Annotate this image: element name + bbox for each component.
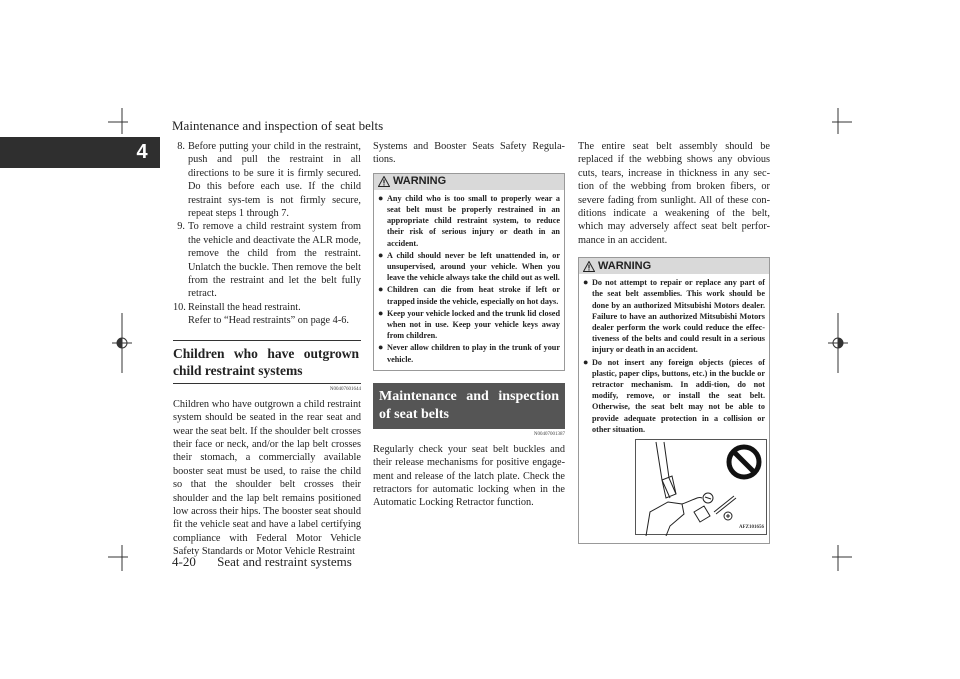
warning-box [578, 257, 770, 544]
warning-box [373, 173, 565, 371]
section-code: N00407001387 [533, 431, 565, 437]
step-text: To remove a child restraint system from the vehicle and deactivate the ALR mode, remove the child from the restraint. Unlatch the buckle. Then remove the belt from the restraint and let the belt fully retract. [188, 221, 361, 300]
warning-triangle-icon [378, 176, 390, 187]
chapter-number: 4 [136, 141, 148, 163]
step-text: Before putting your child in the restraint, push and pull the restraint in all directions to be sure it is firmly secured. Do this before each use. If the child restraint sys-tem is not firmly secure, repeat steps 1 through 7. [188, 141, 361, 220]
warning-header [579, 258, 769, 274]
body-paragraph: The entire seat belt assembly should be replaced if the webbing shows any obvious cuts, tears, increase in thickness in any sec-tion of the webbing from broken fibers, or severe fading from sunlight. All of these con-ditions indicate a weakening of the belt, which may adversely affect seat belt perfor-mance in an accident. [578, 141, 770, 246]
warning-item: ● Do not insert any foreign objects (pieces of plastic, paper clips, buttons, etc.) in the buckle or retractor mechanism. In addi-tion, do not modify, remove, or install the seat belt. Otherwise, the seat belt may not be able to provide adequate protection in a collision or other situation. [583, 356, 765, 434]
column-3 [578, 140, 770, 544]
section-code: N00407601644 [329, 386, 361, 392]
step-item [173, 140, 361, 220]
warning-item: ● A child should never be left unattended in, or unsupervised, around your vehicle. When you leave the vehicle always take the child out as well. [378, 249, 560, 283]
body-paragraph: Children who have outgrown a child restraint system should be seated in the rear seat and wear the seat belt. If the shoulder belt crosses their face or neck, and/or the lap belt crosses their stomach, a commercially available booster seat must be used, to raise the child so that the shoulder belt crosses their shoulder and the lap belt remains positioned low across their hips. The booster seat should fit the vehicle seat and have a label certifying compliance with Federal Motor Vehicle Safety Standards or Motor Vehicle Restraint [173, 398, 361, 558]
column-1 [173, 140, 361, 559]
footer-section: Seat and restraint systems [217, 554, 352, 569]
page-number: 4-20 [172, 554, 196, 569]
warning-label: WARNING [598, 259, 652, 272]
step-number: 10. [173, 301, 186, 313]
section-heading-children: Children who have outgrown child restraint systems [173, 340, 361, 384]
warning-item: ● Do not attempt to repair or replace any part of the seat belt assemblies. This work should be done by an authorized Mitsubishi Motors dealer. Failure to have an authorized Mitsubishi Motors dealer perform the work could reduce the effec-tiveness of the belts and could result in a serious injury or death in an accident. [583, 277, 765, 355]
warning-body [579, 274, 769, 543]
warning-triangle-icon [583, 261, 595, 272]
warning-header [374, 174, 564, 190]
body-paragraph: Regularly check your seat belt buckles and their release mechanisms for positive engage-ment and release of the latch plate. Check the retractors for automatic locking when in the Automatic Locking Retractor function. [373, 443, 565, 509]
warning-item: ● Never allow children to play in the trunk of your vehicle. [378, 342, 560, 364]
warning-body [374, 190, 564, 370]
page-footer [172, 554, 352, 570]
cross-reference: Refer to “Head restraints” on page 4-6. [188, 315, 349, 327]
step-item [173, 220, 361, 300]
warning-item: ● Any child who is too small to properly wear a seat belt must be properly restrained in an appropriate child restraint system, to reduce their risk of serious injury or death in an accident. [378, 192, 560, 248]
step-number: 9. [177, 221, 185, 233]
column-2 [373, 140, 565, 510]
warning-item: ● Keep your vehicle locked and the trunk lid closed when not in use. Keep your vehicle keys away from children. [378, 307, 560, 341]
prohibition-icon [729, 447, 759, 477]
page-header-title: Maintenance and inspection of seat belts [172, 118, 384, 133]
step-number: 8. [177, 141, 185, 152]
step-item [173, 301, 361, 314]
body-paragraph: Systems and Booster Seats Safety Regula-tions. [373, 141, 565, 166]
warning-item: ● Children can die from heat stroke if left or trapped inside the vehicle, especially on hot days. [378, 284, 560, 306]
seat-belt-illustration [635, 439, 767, 535]
warning-label: WARNING [393, 175, 447, 188]
step-text: Reinstall the head restraint. [188, 301, 301, 313]
illustration-code: AFZ101656 [739, 524, 764, 530]
section-heading-maintenance: Maintenance and inspection of seat belts [373, 383, 565, 429]
